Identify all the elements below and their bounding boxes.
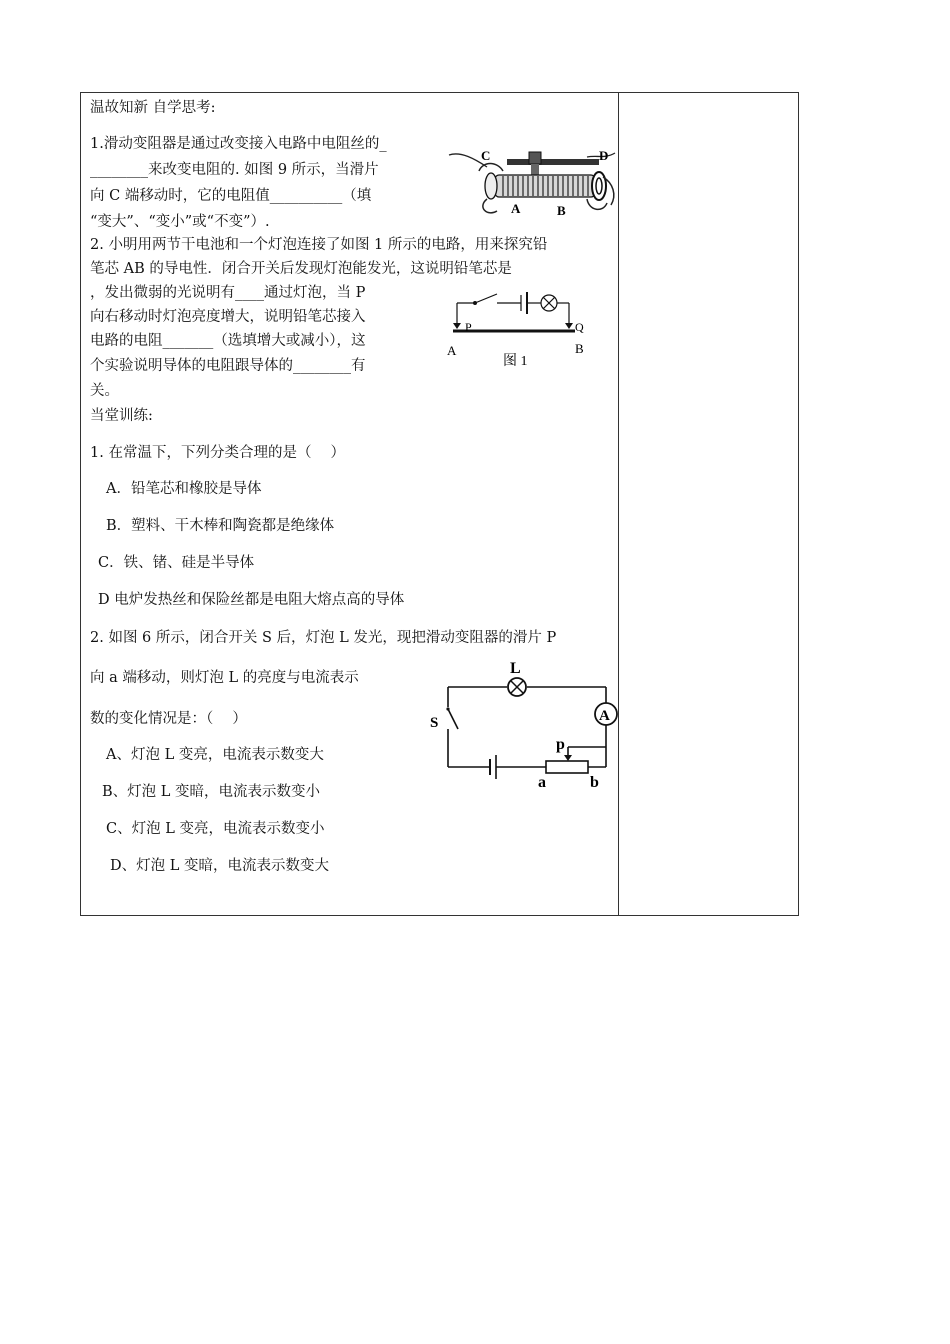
practice-q2-line1: 2. 如图 6 所示，闭合开关 S 后，灯泡 L 发光，现把滑动变阻器的滑片 P [90,630,557,646]
fig1-label-a: A [447,343,457,358]
fig6-label-s: S [430,715,439,731]
review-q2-line3: ，发出微弱的光说明有____通过灯泡，当 P [90,285,366,301]
rheostat-label-c: C [481,148,491,163]
practice-q2-option-d: D、灯泡 L 变暗，电流表示数变大 [110,858,329,874]
practice-q1-stem: 1. 在常温下，下列分类合理的是（ ） [90,445,346,461]
practice-q1-option-d: D 电炉发热丝和保险丝都是电阻大熔点高的导体 [98,592,405,608]
practice-heading: 当堂训练: [90,408,153,424]
practice-q2-option-c: C、灯泡 L 变亮，电流表示数变小 [106,821,325,837]
figure-6-circuit [426,659,621,801]
practice-q1-option-a: A．铅笔芯和橡胶是导体 [106,481,262,497]
review-q2-line2: 笔芯 AB 的导电性．闭合开关后发现灯泡能发光，这说明铅笔芯是 [90,261,512,277]
fig6-label-p: p [556,736,565,753]
review-q1-line3: 向 C 端移动时，它的电阻值__________（填 [90,188,372,204]
fig1-label-q: Q [575,320,584,334]
fig1-caption: 图 1 [503,354,528,369]
review-q1-line2: ________来改变电阻的. 如图 9 所示，当滑片 [90,162,379,178]
practice-q1-option-b: B．塑料、干木棒和陶瓷都是绝缘体 [106,518,335,534]
review-q1-line4: “变大”、“变小”或“不变”）. [90,214,270,230]
rheostat-label-b: B [557,203,566,218]
review-q2-line5: 电路的电阻_______（选填增大或减小），这 [90,333,366,349]
fig6-label-a: a [538,774,546,791]
fig6-label-l: L [510,660,521,677]
practice-q2-option-b: B、灯泡 L 变暗，电流表示数变小 [102,784,321,800]
review-heading: 温故知新 自学思考: [90,100,216,116]
fig6-ammeter-label: A [599,708,610,724]
rheostat-figure [447,147,619,223]
fig1-label-b: B [575,341,584,356]
review-q2-line4: 向右移动时灯泡亮度增大，说明铅笔芯接入 [90,309,366,325]
practice-q2-line2: 向 a 端移动，则灯泡 L 的亮度与电流表示 [90,670,359,686]
review-q2-line1: 2. 小明用两节干电池和一个灯泡连接了如图 1 所示的电路，用来探究铅 [90,237,548,253]
worksheet-table [80,92,799,916]
rheostat-label-d: D [599,148,609,163]
review-q2-line7: 关。 [90,383,119,399]
review-q2-line6: 个实验说明导体的电阻跟导体的________有 [90,358,366,374]
fig1-label-p: P [465,320,472,334]
rheostat-label-a: A [511,201,521,216]
practice-q2-option-a: A、灯泡 L 变亮，电流表示数变大 [106,747,324,763]
practice-q2-line3: 数的变化情况是：（ ） [90,711,247,727]
practice-q1-option-c: C．铁、锗、硅是半导体 [98,555,255,571]
fig6-label-b: b [590,774,599,791]
figure-1-circuit [443,289,593,384]
review-q1-line1: 1.滑动变阻器是通过改变接入电路中电阻丝的_ [90,136,387,152]
